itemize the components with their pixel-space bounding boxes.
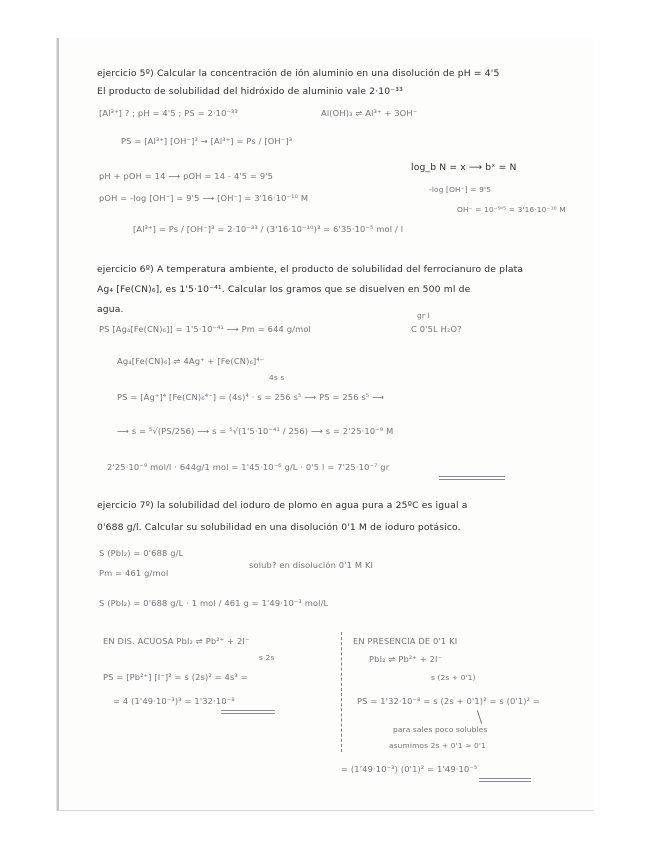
- e7-aqueous-ps-value: = 4 (1'49·10⁻³)³ = 1'32·10⁻⁸: [113, 696, 235, 706]
- notebook-page: [57, 38, 594, 811]
- column-divider: [341, 632, 342, 752]
- e7-approx-note-2: asumimos 2s + 0'1 ≈ 0'1: [389, 741, 486, 750]
- e6-reaction: Ag₄[Fe(CN)₆] ⇌ 4Ag⁺ + [Fe(CN)₆]⁴⁻: [117, 356, 265, 366]
- e6-statement-line-1: ejercicio 6º) A temperatura ambiente, el producto de solubilidad del ferrocianuro de plata: [97, 264, 524, 275]
- e5-statement-line-1: ejercicio 5º) Calcular la concentración de ión aluminio en una disolución de pH = 4'5: [97, 68, 500, 79]
- e5-log-step: -log [OH⁻] = 9'5: [429, 185, 492, 194]
- e6-solubility-calc: ⟶ s = ⁵√(PS/256) ⟶ s = ⁵√(1'5·10⁻⁴¹ / 256) ⟶ s = 2'25·10⁻⁹ M: [117, 426, 394, 436]
- e7-ki-underline: [479, 778, 531, 782]
- e7-aqueous-labels: s 2s: [259, 653, 275, 662]
- e7-ki-ps: PS = 1'32·10⁻⁸ = s (2s + 0'1)² = s (0'1)² =: [357, 696, 541, 706]
- e7-molar-mass: Pm = 461 g/mol: [99, 568, 169, 578]
- e5-poh-calc: pH + pOH = 14 ⟶ pOH = 14 - 4'5 = 9'5: [99, 171, 274, 181]
- e6-grams-calc: 2'25·10⁻⁹ mol/l · 644g/1 mol = 1'45·10⁻⁶ g/L · 0'5 l = 7'25·10⁻⁷ gr: [107, 462, 390, 472]
- e5-oh-result: OH⁻ = 10⁻⁹'⁵ = 3'16·10⁻¹⁰ M: [457, 205, 566, 214]
- e6-solubility-labels: 4s s: [269, 373, 285, 382]
- e6-ps-and-pm: PS [Ag₄[Fe(CN)₆]] = 1'5·10⁻⁴¹ ⟶ Pm = 644 g/mol: [99, 324, 312, 334]
- e7-aqueous-ps: PS = [Pb²⁺] [I⁻]² = s (2s)² = 4s³ =: [103, 672, 248, 682]
- e7-ki-labels: s (2s + 0'1): [431, 673, 476, 682]
- e7-approx-note-1: para sales poco solubles: [393, 725, 488, 734]
- e7-question: solub? en disolución 0'1 M KI: [249, 560, 374, 570]
- e5-reaction: Al(OH)₃ ⇌ Al³⁺ + 3OH⁻: [321, 108, 418, 118]
- e6-gl-note: gr l: [417, 311, 430, 320]
- e7-statement-line-2: 0'688 g/l. Calcular su solubilidad en una disolución 0'1 M de ioduro potásico.: [97, 522, 461, 533]
- e7-ki-reaction: PbI₂ ⇌ Pb²⁺ + 2I⁻: [369, 654, 443, 664]
- e5-log-rule: log_b N = x ⟶ bˣ = N: [411, 162, 517, 173]
- e7-ki-heading: EN PRESENCIA DE 0'1 KI: [353, 636, 458, 646]
- e5-statement-line-2: El producto de solubilidad del hidróxido de aluminio vale 2·10⁻³³: [97, 86, 403, 97]
- e5-al-result: [Al³⁺] = Ps / [OH⁻]³ = 2·10⁻³³ / (3'16·10⁻¹⁰)³ = 6'35·10⁻⁵ mol / l: [133, 224, 404, 234]
- e5-ps-expression: PS = [Al³⁺] [OH⁻]³ → [Al³⁺] = Ps / [OH⁻]³: [121, 136, 293, 146]
- e6-question: C 0'5L H₂O?: [411, 324, 462, 334]
- e7-statement-line-1: ejercicio 7º) la solubilidad del ioduro de plomo en agua pura a 25ºC es igual a: [97, 500, 468, 511]
- e7-ki-result: = (1'49·10⁻³) (0'1)² = 1'49·10⁻⁵: [341, 764, 478, 774]
- approximation-arrow: [477, 710, 482, 724]
- e6-statement-line-2: Ag₄ [Fe(CN)₆], es 1'5·10⁻⁴¹. Calcular los gramos que se disuelven en 500 ml de: [97, 284, 471, 295]
- e6-answer-underline: [439, 476, 505, 480]
- e6-ps-expression: PS = [Ag⁺]⁴ [Fe(CN)₆⁴⁻] = (4s)⁴ · s = 256 s⁵ ⟶ PS = 256 s⁵ ⟶: [117, 392, 385, 402]
- e5-data: [Al³⁺] ? ; pH = 4'5 ; PS = 2·10⁻³³: [99, 108, 239, 118]
- e6-statement-line-3: agua.: [97, 304, 124, 315]
- e7-aqueous-reaction: EN DIS. ACUOSA PbI₂ ⇌ Pb²⁺ + 2I⁻: [103, 636, 250, 646]
- e5-oh-calc: pOH = -log [OH⁻] = 9'5 ⟶ [OH⁻] = 3'16·10⁻¹⁰ M: [99, 193, 309, 203]
- e7-aqueous-underline: [221, 710, 275, 714]
- e7-given-solubility: S (PbI₂) = 0'688 g/L: [99, 548, 184, 558]
- e7-molar-solubility: S (PbI₂) = 0'688 g/L · 1 mol / 461 g = 1'49·10⁻³ mol/L: [99, 598, 329, 608]
